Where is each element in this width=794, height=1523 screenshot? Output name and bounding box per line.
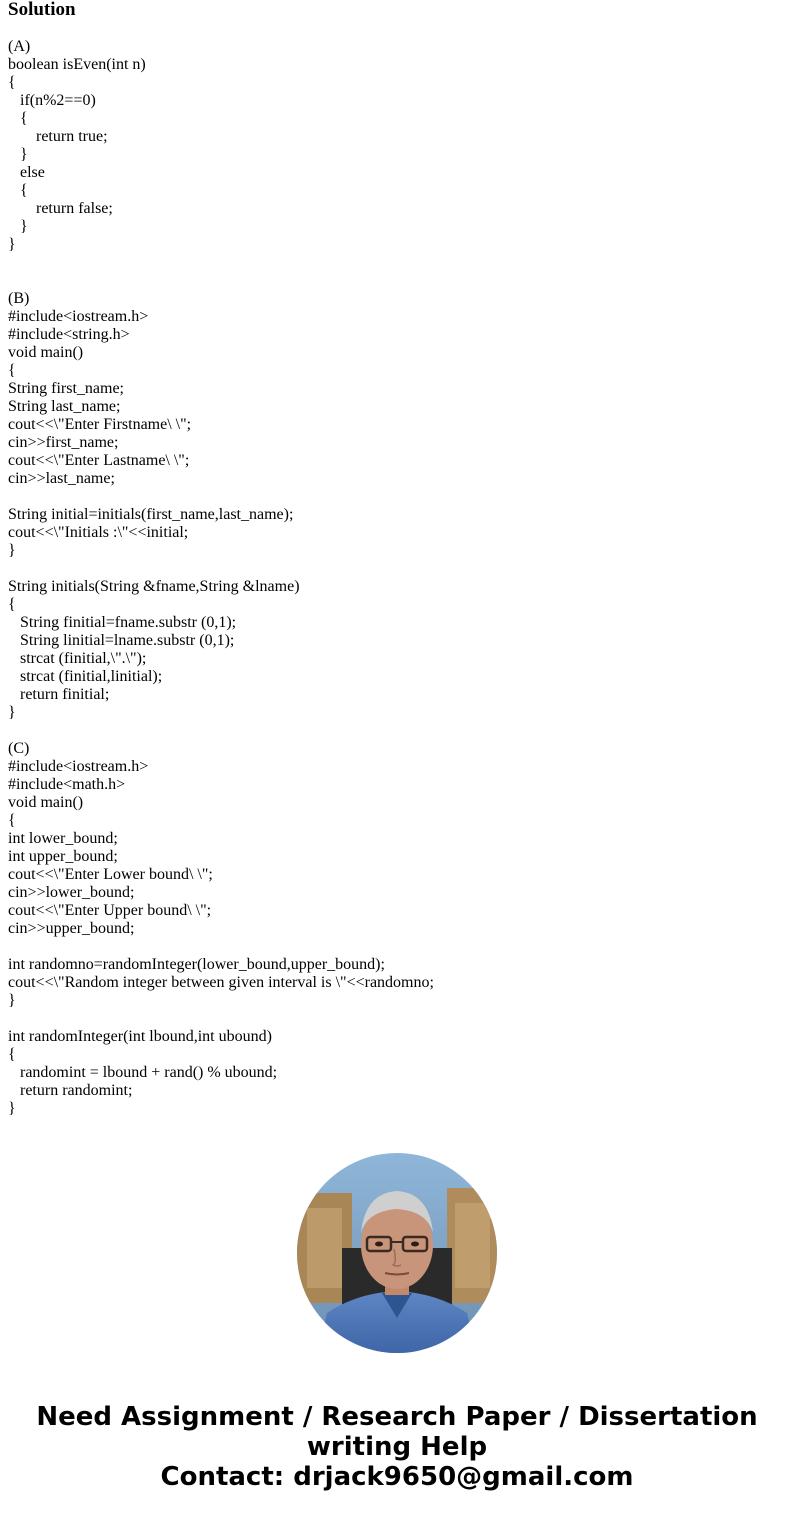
code-line: #include<string.h>: [8, 326, 130, 343]
code-line: randomint = lbound + rand() % ubound;: [8, 1064, 278, 1081]
author-avatar: [297, 1153, 497, 1353]
code-line: }: [8, 1100, 16, 1117]
code-line: String first_name;: [8, 380, 124, 397]
code-line: int upper_bound;: [8, 848, 118, 865]
code-line: [8, 1010, 788, 1028]
footer-line-1: Need Assignment / Research Paper / Dissertation: [36, 1402, 758, 1432]
code-line: cin>>lower_bound;: [8, 884, 135, 901]
code-line: (C): [8, 740, 30, 757]
code-line: cin>>first_name;: [8, 434, 119, 451]
code-line: if(n%2==0): [8, 92, 96, 109]
code-line: #include<math.h>: [8, 776, 126, 793]
code-line: (A): [8, 38, 31, 55]
code-line: {: [8, 182, 28, 199]
code-line: [8, 20, 788, 38]
code-line: else: [8, 164, 45, 181]
code-line: }: [8, 218, 28, 235]
code-line: void main(): [8, 344, 84, 361]
code-line: {: [8, 812, 16, 829]
footer-banner: [0, 1402, 794, 1492]
code-line: cin>>upper_bound;: [8, 920, 135, 937]
code-line: {: [8, 596, 16, 613]
code-line: boolean isEven(int n): [8, 56, 146, 73]
footer-line-2: writing Help: [306, 1432, 488, 1462]
document: [8, 0, 788, 1118]
code-line: return true;: [8, 128, 108, 145]
page-title: Solution: [8, 0, 76, 20]
code-line: String last_name;: [8, 398, 121, 415]
code-line: String initials(String &fname,String &lname): [8, 578, 300, 595]
code-line: int randomInteger(int lbound,int ubound): [8, 1028, 272, 1045]
code-line: String initial=initials(first_name,last_name);: [8, 506, 294, 523]
code-line: }: [8, 236, 16, 253]
code-line: [8, 254, 788, 272]
portrait-photo: [297, 1153, 497, 1353]
code-block: [8, 20, 788, 1118]
code-line: cout<<\"Initials :\"<<initial;: [8, 524, 189, 541]
code-line: #include<iostream.h>: [8, 308, 149, 325]
code-line: [8, 722, 788, 740]
code-line: }: [8, 704, 16, 721]
code-line: return randomint;: [8, 1082, 133, 1099]
code-line: return false;: [8, 200, 113, 217]
code-line: }: [8, 146, 28, 163]
code-line: strcat (finitial,linitial);: [8, 668, 163, 685]
code-line: [8, 272, 788, 290]
code-line: [8, 488, 788, 506]
code-line: void main(): [8, 794, 84, 811]
code-line: }: [8, 542, 16, 559]
code-line: [8, 938, 788, 956]
code-line: #include<iostream.h>: [8, 758, 149, 775]
code-line: [8, 560, 788, 578]
code-line: cout<<\"Random integer between given interval is \"<<randomno;: [8, 974, 434, 991]
code-line: String linitial=lname.substr (0,1);: [8, 632, 235, 649]
code-line: }: [8, 992, 16, 1009]
code-line: cout<<\"Enter Upper bound\ \";: [8, 902, 212, 919]
code-line: int lower_bound;: [8, 830, 118, 847]
code-line: (B): [8, 290, 30, 307]
code-line: strcat (finitial,\".\");: [8, 650, 147, 667]
code-line: cin>>last_name;: [8, 470, 115, 487]
code-line: String finitial=fname.substr (0,1);: [8, 614, 237, 631]
code-line: int randomno=randomInteger(lower_bound,upper_bound);: [8, 956, 385, 973]
footer-contact: Contact: drjack9650@gmail.com: [160, 1462, 634, 1492]
code-line: cout<<\"Enter Lastname\ \";: [8, 452, 190, 469]
code-line: {: [8, 1046, 16, 1063]
code-line: {: [8, 362, 16, 379]
code-line: {: [8, 110, 28, 127]
code-line: {: [8, 74, 16, 91]
code-line: cout<<\"Enter Firstname\ \";: [8, 416, 192, 433]
code-line: return finitial;: [8, 686, 110, 703]
code-line: cout<<\"Enter Lower bound\ \";: [8, 866, 213, 883]
